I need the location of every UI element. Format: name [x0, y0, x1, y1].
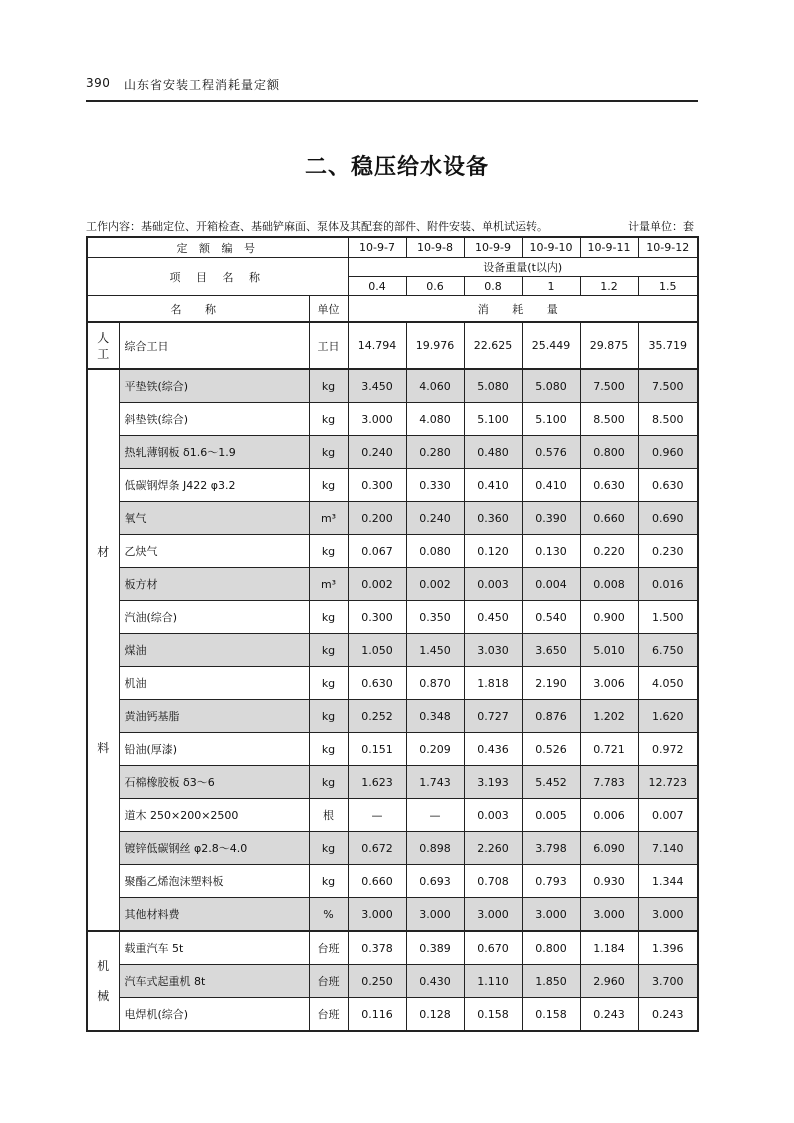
item-name: 聚酯乙烯泡沫塑料板 [119, 865, 309, 898]
value-cell: 0.389 [406, 931, 464, 965]
weight-label: 设备重量(t以内) [348, 258, 698, 277]
item-unit: kg [309, 832, 348, 865]
value-cell: 0.130 [522, 535, 580, 568]
category-label: 人工 [97, 330, 110, 361]
item-name: 铅油(厚漆) [119, 733, 309, 766]
value-cell: 1.344 [638, 865, 698, 898]
table-row [87, 634, 698, 667]
table-row [87, 436, 698, 469]
value-cell: 0.116 [348, 998, 406, 1032]
table-row [87, 369, 698, 403]
value-cell: 0.243 [580, 998, 638, 1032]
value-cell: 5.080 [464, 369, 522, 403]
value-cell: 0.436 [464, 733, 522, 766]
weight-label-row [87, 258, 698, 277]
category-materials [87, 369, 119, 931]
value-cell: 0.240 [348, 436, 406, 469]
measure-unit: 计量单位：套 [628, 220, 694, 233]
value-cell: 0.410 [464, 469, 522, 502]
code-cell: 10-9-9 [464, 237, 522, 258]
item-name: 镀锌低碳钢丝 φ2.8～4.0 [119, 832, 309, 865]
value-cell: 14.794 [348, 322, 406, 369]
value-cell: — [406, 799, 464, 832]
value-cell: 3.000 [348, 898, 406, 932]
value-cell: 0.898 [406, 832, 464, 865]
value-cell: 0.300 [348, 469, 406, 502]
value-cell: 6.090 [580, 832, 638, 865]
value-cell: 8.500 [638, 403, 698, 436]
value-cell: 0.378 [348, 931, 406, 965]
value-cell: 1.184 [580, 931, 638, 965]
value-cell: 0.972 [638, 733, 698, 766]
item-unit: kg [309, 403, 348, 436]
value-cell: 0.800 [522, 931, 580, 965]
value-cell: 0.300 [348, 601, 406, 634]
item-unit: m³ [309, 502, 348, 535]
table-row [87, 832, 698, 865]
value-cell: 0.243 [638, 998, 698, 1032]
category-label: 械 [97, 989, 110, 1003]
item-unit: 工日 [309, 322, 348, 369]
value-cell: 1.818 [464, 667, 522, 700]
category-labor [87, 322, 119, 369]
value-cell: 0.630 [348, 667, 406, 700]
item-name: 机油 [119, 667, 309, 700]
item-name: 其他材料费 [119, 898, 309, 932]
value-cell: 7.783 [580, 766, 638, 799]
value-cell: 3.193 [464, 766, 522, 799]
weight-cell: 0.8 [464, 277, 522, 296]
table-row [87, 700, 698, 733]
value-cell: 5.100 [522, 403, 580, 436]
item-unit: 台班 [309, 998, 348, 1032]
item-name: 乙炔气 [119, 535, 309, 568]
item-name: 综合工日 [119, 322, 309, 369]
quota-table [86, 236, 699, 1032]
value-cell: 0.158 [522, 998, 580, 1032]
value-cell: 1.050 [348, 634, 406, 667]
value-cell: 5.010 [580, 634, 638, 667]
value-cell: 3.000 [580, 898, 638, 932]
quota-code-row [87, 237, 698, 258]
value-cell: 0.209 [406, 733, 464, 766]
item-name: 石棉橡胶板 δ3～6 [119, 766, 309, 799]
value-cell: 2.190 [522, 667, 580, 700]
value-cell: 0.002 [406, 568, 464, 601]
value-cell: 0.220 [580, 535, 638, 568]
item-unit: kg [309, 369, 348, 403]
value-cell: 0.708 [464, 865, 522, 898]
value-cell: 0.067 [348, 535, 406, 568]
weight-cell: 0.6 [406, 277, 464, 296]
value-cell: 0.930 [580, 865, 638, 898]
item-unit: m³ [309, 568, 348, 601]
item-unit: 台班 [309, 965, 348, 998]
table-row [87, 733, 698, 766]
item-name-label: 项 目 名 称 [87, 258, 348, 296]
item-name: 煤油 [119, 634, 309, 667]
value-cell: 0.120 [464, 535, 522, 568]
value-cell: 0.348 [406, 700, 464, 733]
value-cell: 0.576 [522, 436, 580, 469]
value-cell: 0.430 [406, 965, 464, 998]
value-cell: 3.030 [464, 634, 522, 667]
value-cell: 0.670 [464, 931, 522, 965]
item-unit: kg [309, 733, 348, 766]
table-row [87, 998, 698, 1032]
value-cell: 0.005 [522, 799, 580, 832]
value-cell: 0.480 [464, 436, 522, 469]
value-cell: 6.750 [638, 634, 698, 667]
item-name: 板方材 [119, 568, 309, 601]
table-row [87, 535, 698, 568]
value-cell: 0.630 [638, 469, 698, 502]
value-cell: 0.252 [348, 700, 406, 733]
value-cell: 3.798 [522, 832, 580, 865]
value-cell: 1.450 [406, 634, 464, 667]
value-cell: — [348, 799, 406, 832]
value-cell: 1.396 [638, 931, 698, 965]
value-cell: 1.850 [522, 965, 580, 998]
item-name: 低碳钢焊条 J422 φ3.2 [119, 469, 309, 502]
page-header [86, 74, 698, 102]
value-cell: 0.390 [522, 502, 580, 535]
value-cell: 3.650 [522, 634, 580, 667]
value-cell: 7.500 [638, 369, 698, 403]
category-label: 机 [97, 959, 110, 973]
value-cell: 3.000 [348, 403, 406, 436]
unit-column-header: 单位 [309, 296, 348, 323]
item-unit: kg [309, 601, 348, 634]
value-cell: 7.500 [580, 369, 638, 403]
weight-cell: 1.5 [638, 277, 698, 296]
value-cell: 1.620 [638, 700, 698, 733]
item-unit: kg [309, 667, 348, 700]
value-cell: 2.960 [580, 965, 638, 998]
table-row [87, 898, 698, 932]
table-row [87, 667, 698, 700]
value-cell: 0.660 [348, 865, 406, 898]
value-cell: 22.625 [464, 322, 522, 369]
value-cell: 0.693 [406, 865, 464, 898]
item-name: 平垫铁(综合) [119, 369, 309, 403]
item-unit: kg [309, 436, 348, 469]
category-label: 料 [97, 741, 110, 755]
value-cell: 0.006 [580, 799, 638, 832]
value-cell: 0.721 [580, 733, 638, 766]
value-cell: 0.240 [406, 502, 464, 535]
value-cell: 0.630 [580, 469, 638, 502]
table-row [87, 469, 698, 502]
weight-cell: 1.2 [580, 277, 638, 296]
item-unit: kg [309, 766, 348, 799]
value-cell: 5.452 [522, 766, 580, 799]
item-name: 斜垫铁(综合) [119, 403, 309, 436]
consumption-column-header: 消 耗 量 [348, 296, 698, 323]
value-cell: 0.540 [522, 601, 580, 634]
value-cell: 0.350 [406, 601, 464, 634]
value-cell: 5.080 [522, 369, 580, 403]
value-cell: 25.449 [522, 322, 580, 369]
value-cell: 0.230 [638, 535, 698, 568]
book-title: 山东省安装工程消耗量定额 [124, 78, 281, 92]
table-row [87, 502, 698, 535]
value-cell: 0.200 [348, 502, 406, 535]
value-cell: 0.690 [638, 502, 698, 535]
value-cell: 7.140 [638, 832, 698, 865]
item-name: 载重汽车 5t [119, 931, 309, 965]
value-cell: 4.080 [406, 403, 464, 436]
value-cell: 3.000 [522, 898, 580, 932]
category-machines [87, 931, 119, 1031]
value-cell: 0.003 [464, 568, 522, 601]
quota-code-label: 定 额 编 号 [87, 237, 348, 258]
value-cell: 12.723 [638, 766, 698, 799]
value-cell: 0.080 [406, 535, 464, 568]
value-cell: 8.500 [580, 403, 638, 436]
page-number: 390 [86, 76, 111, 90]
value-cell: 0.793 [522, 865, 580, 898]
code-cell: 10-9-8 [406, 237, 464, 258]
value-cell: 19.976 [406, 322, 464, 369]
item-unit: 根 [309, 799, 348, 832]
name-column-header: 名 称 [87, 296, 309, 323]
code-cell: 10-9-11 [580, 237, 638, 258]
category-label: 材 [97, 545, 110, 559]
value-cell: 0.410 [522, 469, 580, 502]
value-cell: 0.450 [464, 601, 522, 634]
table-row [87, 965, 698, 998]
value-cell: 3.700 [638, 965, 698, 998]
value-cell: 0.002 [348, 568, 406, 601]
value-cell: 0.672 [348, 832, 406, 865]
item-name: 热轧薄钢板 δ1.6～1.9 [119, 436, 309, 469]
value-cell: 0.526 [522, 733, 580, 766]
value-cell: 0.900 [580, 601, 638, 634]
item-unit: 台班 [309, 931, 348, 965]
weight-cell: 0.4 [348, 277, 406, 296]
value-cell: 0.960 [638, 436, 698, 469]
item-name: 汽油(综合) [119, 601, 309, 634]
value-cell: 0.250 [348, 965, 406, 998]
table-row [87, 865, 698, 898]
value-cell: 0.128 [406, 998, 464, 1032]
code-cell: 10-9-10 [522, 237, 580, 258]
value-cell: 0.004 [522, 568, 580, 601]
item-name: 道木 250×200×2500 [119, 799, 309, 832]
value-cell: 3.000 [464, 898, 522, 932]
table-row [87, 568, 698, 601]
value-cell: 0.330 [406, 469, 464, 502]
item-unit: kg [309, 634, 348, 667]
value-cell: 0.280 [406, 436, 464, 469]
table-row [87, 766, 698, 799]
value-cell: 3.000 [638, 898, 698, 932]
work-content: 工作内容：基础定位、开箱检查、基础铲麻面、泵体及其配套的部件、附件安装、单机试运转。 [86, 220, 548, 233]
column-header-row [87, 296, 698, 323]
section-title: 二、稳压给水设备 [304, 155, 489, 180]
item-unit: kg [309, 700, 348, 733]
code-cell: 10-9-12 [638, 237, 698, 258]
value-cell: 0.151 [348, 733, 406, 766]
value-cell: 0.876 [522, 700, 580, 733]
value-cell: 0.727 [464, 700, 522, 733]
item-name: 氧气 [119, 502, 309, 535]
value-cell: 4.060 [406, 369, 464, 403]
value-cell: 1.623 [348, 766, 406, 799]
value-cell: 3.450 [348, 369, 406, 403]
item-unit: % [309, 898, 348, 932]
value-cell: 2.260 [464, 832, 522, 865]
value-cell: 0.158 [464, 998, 522, 1032]
value-cell: 35.719 [638, 322, 698, 369]
value-cell: 1.110 [464, 965, 522, 998]
value-cell: 29.875 [580, 322, 638, 369]
value-cell: 1.202 [580, 700, 638, 733]
weight-cell: 1 [522, 277, 580, 296]
table-row [87, 799, 698, 832]
item-name: 电焊机(综合) [119, 998, 309, 1032]
table-row [87, 403, 698, 436]
value-cell: 0.800 [580, 436, 638, 469]
table-row [87, 931, 698, 965]
value-cell: 0.003 [464, 799, 522, 832]
value-cell: 3.006 [580, 667, 638, 700]
value-cell: 0.870 [406, 667, 464, 700]
value-cell: 1.500 [638, 601, 698, 634]
item-unit: kg [309, 865, 348, 898]
value-cell: 4.050 [638, 667, 698, 700]
value-cell: 3.000 [406, 898, 464, 932]
item-name: 汽车式起重机 8t [119, 965, 309, 998]
value-cell: 0.016 [638, 568, 698, 601]
table-row [87, 601, 698, 634]
code-cell: 10-9-7 [348, 237, 406, 258]
item-name: 黄油钙基脂 [119, 700, 309, 733]
value-cell: 5.100 [464, 403, 522, 436]
value-cell: 0.007 [638, 799, 698, 832]
item-unit: kg [309, 535, 348, 568]
table-row [87, 322, 698, 369]
value-cell: 0.008 [580, 568, 638, 601]
item-unit: kg [309, 469, 348, 502]
value-cell: 1.743 [406, 766, 464, 799]
value-cell: 0.660 [580, 502, 638, 535]
work-content-line [86, 218, 698, 234]
value-cell: 0.360 [464, 502, 522, 535]
